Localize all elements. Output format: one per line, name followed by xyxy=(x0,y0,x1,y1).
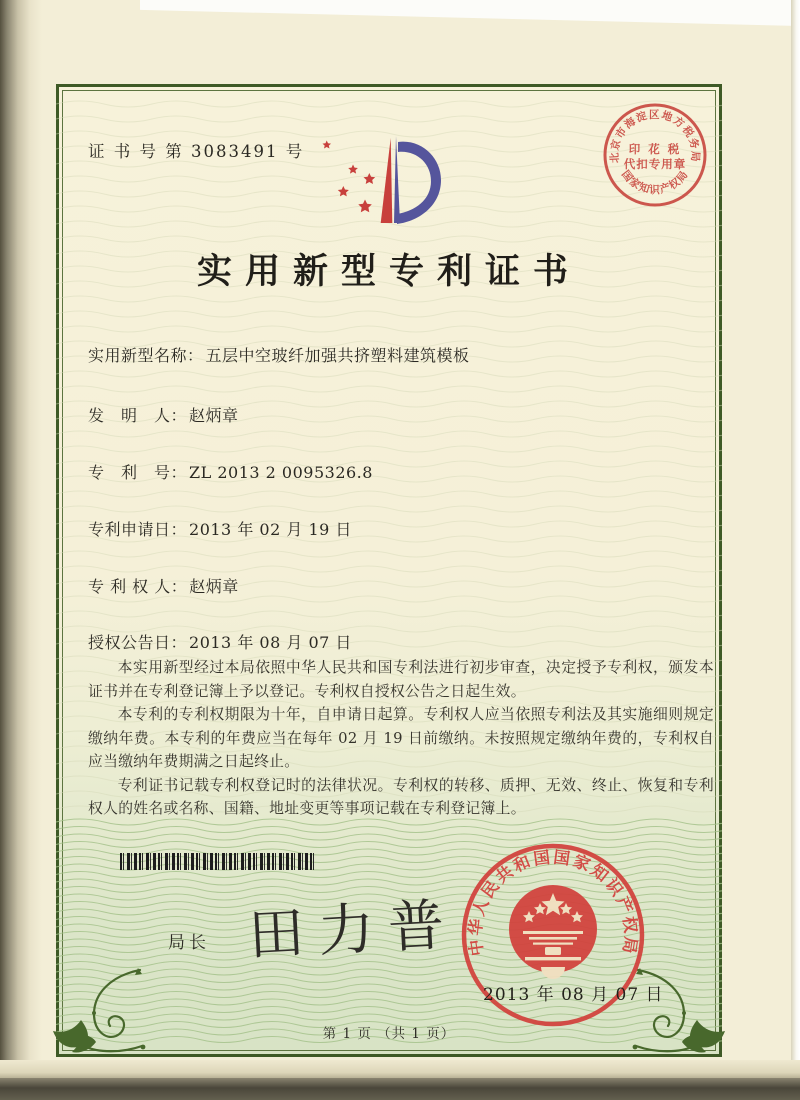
field-patentee xyxy=(88,574,239,597)
field-label: 专 利 权 人： xyxy=(88,577,188,596)
logo-red-wedge xyxy=(381,138,393,223)
field-value: ZL 2013 2 0095326.8 xyxy=(189,463,373,482)
book-spine-shadow xyxy=(0,0,42,1100)
legal-text-block xyxy=(88,656,714,821)
national-emblem-icon xyxy=(509,885,597,979)
field-value: 2013 年 02 月 19 日 xyxy=(189,520,352,539)
field-value: 赵炳章 xyxy=(189,577,239,596)
legal-paragraph-1: 本实用新型经过本局依照中华人民共和国专利法进行初步审查，决定授予专利权，颁发本证书并在专利登记簿上予以登记。专利权自授权公告之日起生效。 xyxy=(88,659,714,700)
logo-stars-icon xyxy=(323,141,376,213)
field-label: 发 明 人： xyxy=(88,406,188,425)
field-value: 五层中空玻纤加强共挤塑料建筑模板 xyxy=(205,346,470,365)
official-seal xyxy=(445,827,664,1043)
field-label: 专 利 号： xyxy=(88,463,188,482)
svg-text:国家知识产权局 xyxy=(619,168,691,196)
scan-bottom-shadow xyxy=(0,1078,800,1100)
barcode xyxy=(120,853,316,870)
logo-p-bowl xyxy=(397,142,441,224)
tax-stamp-center-line2: 代扣专用章 xyxy=(623,157,687,171)
field-grant-date xyxy=(88,630,352,653)
scan-top-edge xyxy=(140,0,800,26)
certificate-title: 实用新型专利证书 xyxy=(196,251,581,292)
scan-right-edge xyxy=(791,0,800,1100)
signer-title-label: 局长 xyxy=(168,933,210,953)
seal-date: 2013 年 08 月 07 日 xyxy=(483,985,664,1005)
cnipa-logo xyxy=(318,126,468,234)
page-bottom-edge xyxy=(0,1060,800,1078)
field-label: 授权公告日： xyxy=(88,633,188,652)
tax-stamp xyxy=(593,93,717,217)
field-inventor xyxy=(88,403,239,426)
seal-arc-text: 中华人民共和国国家知识产权局 xyxy=(465,847,641,958)
field-value: 2013 年 08 月 07 日 xyxy=(189,633,352,652)
field-label: 实用新型名称： xyxy=(88,346,204,365)
tax-stamp-center-line1: 印 花 税 xyxy=(628,142,682,156)
corner-flourish-left xyxy=(50,966,146,1058)
director-signature: 田力普 xyxy=(246,892,460,969)
field-utility-model-name xyxy=(88,343,470,366)
field-filing-date xyxy=(88,517,352,540)
field-value: 赵炳章 xyxy=(189,406,239,425)
legal-paragraph-2: 本专利的专利权期限为十年，自申请日起算。专利权人应当依照专利法及其实施细则规定缴纳年费。本专利的年费应当在每年 02 月 19 日前缴纳。未按照规定缴纳年费的，专利权自应当缴纳年费期满之日起终止。 xyxy=(88,706,714,770)
field-label: 专利申请日： xyxy=(88,520,188,539)
legal-paragraph-3: 专利证书记载专利权登记时的法律状况。专利权的转移、质押、无效、终止、恢复和专利权人的姓名或名称、国籍、地址变更等事项记载在专利登记簿上。 xyxy=(88,776,714,817)
tax-stamp-bottom-arc-text: 国家知识产权局 xyxy=(619,168,691,197)
page-number-footer: 第 1 页 （共 1 页） xyxy=(322,1026,456,1042)
certificate-number: 证 书 号 第 3083491 号 xyxy=(88,142,305,161)
tax-stamp-top-arc-text: 北京市海淀区地方税务局 xyxy=(608,108,702,164)
field-patent-number xyxy=(88,460,373,483)
